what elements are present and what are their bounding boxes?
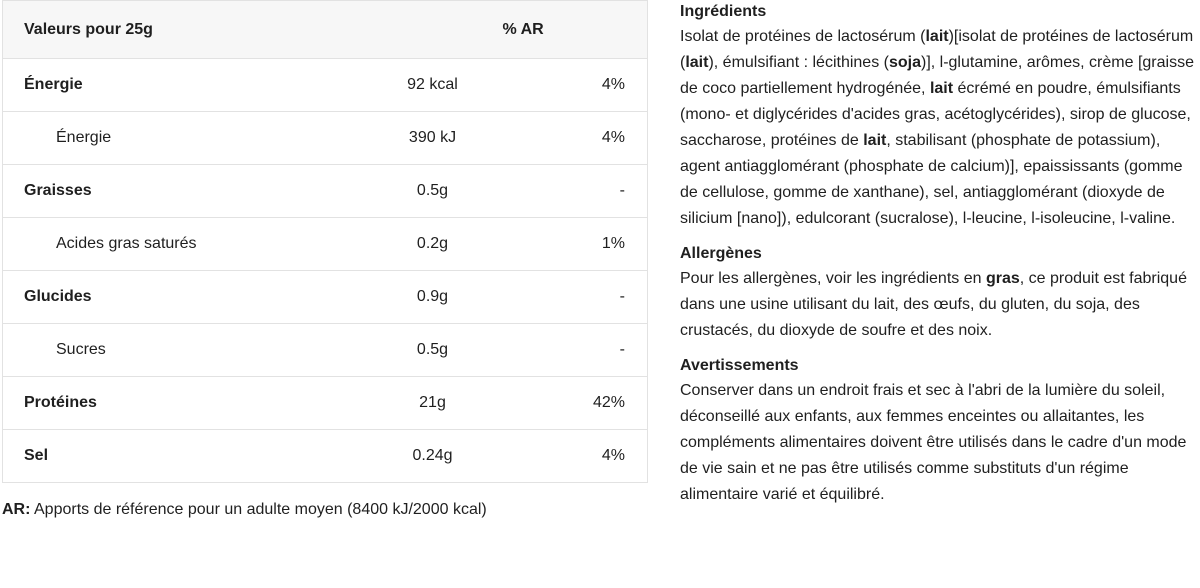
table-row bbox=[3, 112, 648, 165]
text-segment: )[isolat de protéines de lactosérum ( bbox=[680, 28, 1194, 71]
row-value: 0.24g bbox=[363, 430, 503, 483]
header-label: Valeurs pour 25g bbox=[3, 1, 363, 59]
row-ar: - bbox=[503, 271, 648, 324]
table-row bbox=[3, 59, 648, 112]
bold-allergen-word: lait bbox=[925, 28, 949, 45]
table-row bbox=[3, 430, 648, 483]
ingredients-text bbox=[680, 24, 1195, 232]
product-info bbox=[680, 0, 1195, 518]
allergens-text bbox=[680, 266, 1195, 344]
text-segment: Pour les allergènes, voir les ingrédients en bbox=[680, 270, 986, 287]
row-value: 92 kcal bbox=[363, 59, 503, 112]
row-value: 0.5g bbox=[363, 165, 503, 218]
bold-allergen-word: lait bbox=[929, 80, 954, 97]
table-row bbox=[3, 324, 648, 377]
text-segment: )], l-glutamine, arômes, crème [graisse de coco partiellement hydrogénée, bbox=[680, 54, 1194, 97]
warnings-title: Avertissements bbox=[680, 357, 799, 374]
row-value: 0.2g bbox=[363, 218, 503, 271]
row-ar: - bbox=[503, 324, 648, 377]
bold-allergen-word: lait bbox=[863, 132, 887, 149]
text-segment: Isolat de protéines de lactosérum ( bbox=[680, 28, 926, 45]
row-ar: 42% bbox=[503, 377, 648, 430]
bold-allergen-word: soja bbox=[888, 54, 921, 71]
text-segment: , stabilisant (phosphate de potassium), agent antiagglomérant (phosphate de calcium)], epaississants (gomme de cellulose, gomme de xanthane), sel, antiagglomérant (dioxyde de silicium [nano]), edulcorant (sucralose), l-leucine, l-isoleucine, l-valine. bbox=[680, 132, 1183, 227]
text-segment: , ce produit est fabriqué dans une usine utilisant du lait, des œufs, du gluten, du soja, des crustacés, du dioxyde de soufre et des noix. bbox=[680, 270, 1187, 339]
row-name: Glucides bbox=[3, 271, 363, 324]
table-header-row bbox=[3, 1, 648, 59]
text-segment: écrémé en poudre, émulsifiants (mono- et diglycérides d'acides gras, acétoglycérides), sirop de glucose, saccharose, protéines de bbox=[680, 80, 1191, 149]
row-value: 390 kJ bbox=[363, 112, 503, 165]
row-ar: - bbox=[503, 165, 648, 218]
row-name: Énergie bbox=[3, 112, 363, 165]
row-value: 0.5g bbox=[363, 324, 503, 377]
row-ar: 1% bbox=[503, 218, 648, 271]
row-name: Graisses bbox=[3, 165, 363, 218]
ingredients-title: Ingrédients bbox=[680, 3, 767, 20]
allergens-title: Allergènes bbox=[680, 245, 762, 262]
row-ar: 4% bbox=[503, 59, 648, 112]
row-name: Protéines bbox=[3, 377, 363, 430]
row-value: 0.9g bbox=[363, 271, 503, 324]
table-row bbox=[3, 271, 648, 324]
ar-footnote bbox=[2, 501, 648, 519]
footnote-text: Apports de référence pour un adulte moyen (8400 kJ/2000 kcal) bbox=[30, 501, 487, 518]
table-row bbox=[3, 218, 648, 271]
header-ar: % AR bbox=[503, 1, 648, 59]
row-name: Énergie bbox=[3, 59, 363, 112]
table-row bbox=[3, 165, 648, 218]
row-name: Acides gras saturés bbox=[3, 218, 363, 271]
row-value: 21g bbox=[363, 377, 503, 430]
row-name: Sel bbox=[3, 430, 363, 483]
header-value bbox=[363, 1, 503, 59]
bold-allergen-word: lait bbox=[685, 54, 709, 71]
text-segment: ), émulsifiant : lécithines ( bbox=[708, 54, 889, 71]
row-ar: 4% bbox=[503, 112, 648, 165]
row-ar: 4% bbox=[503, 430, 648, 483]
nutrition-panel bbox=[2, 0, 648, 519]
nutrition-table bbox=[2, 0, 648, 483]
bold-allergen-word: gras bbox=[985, 270, 1020, 287]
warnings-text: Conserver dans un endroit frais et sec à l'abri de la lumière du soleil, déconseillé aux enfants, aux femmes enceintes ou allaitantes, les compléments alimentaires doivent être utilisés dans le cadre d'un mode de vie sain et ne pas être utilisés comme substituts d'un régime alimentaire varié et équilibré. bbox=[680, 382, 1187, 503]
table-row bbox=[3, 377, 648, 430]
row-name: Sucres bbox=[3, 324, 363, 377]
footnote-prefix: AR: bbox=[2, 501, 31, 518]
